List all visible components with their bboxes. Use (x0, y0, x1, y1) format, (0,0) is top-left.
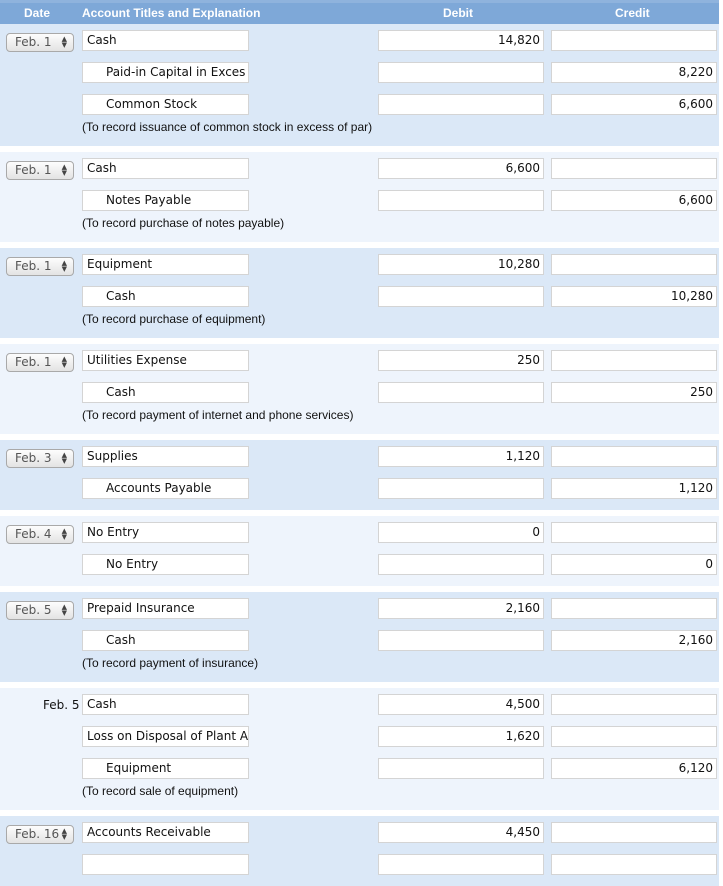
credit-input[interactable]: 2,160 (551, 630, 717, 651)
debit-input[interactable]: 2,160 (378, 598, 544, 619)
account-title-input[interactable]: Cash (82, 382, 249, 403)
debit-input[interactable] (378, 382, 544, 403)
header-date: Date (24, 6, 51, 20)
debit-input[interactable] (378, 286, 544, 307)
credit-input[interactable]: 1,120 (551, 478, 717, 499)
entry-explanation: (To record purchase of equipment) (82, 312, 266, 326)
debit-input[interactable] (378, 478, 544, 499)
date-select[interactable] (6, 33, 74, 52)
account-title-input[interactable]: Equipment (82, 758, 249, 779)
account-title-input[interactable]: Loss on Disposal of Plant A (82, 726, 249, 747)
debit-input[interactable] (378, 554, 544, 575)
debit-input[interactable]: 10,280 (378, 254, 544, 275)
credit-input[interactable] (551, 254, 717, 275)
debit-input[interactable]: 14,820 (378, 30, 544, 51)
credit-input[interactable] (551, 854, 717, 875)
select-arrows-icon: ▲ ▼ (61, 603, 67, 617)
select-arrows-icon: ▲ ▼ (61, 355, 67, 369)
account-title-input[interactable]: Cash (82, 158, 249, 179)
date-select[interactable] (6, 525, 74, 544)
credit-input[interactable]: 8,220 (551, 62, 717, 83)
account-title-input[interactable]: Accounts Receivable (82, 822, 249, 843)
journal-entry (0, 516, 719, 586)
account-title-input[interactable]: Cash (82, 630, 249, 651)
journal-entry (0, 344, 719, 434)
journal-entry (0, 24, 719, 146)
credit-input[interactable]: 6,600 (551, 94, 717, 115)
debit-input[interactable] (378, 94, 544, 115)
entry-explanation: (To record issuance of common stock in excess of par) (82, 120, 373, 134)
date-select[interactable] (6, 161, 74, 180)
debit-input[interactable]: 4,500 (378, 694, 544, 715)
date-select[interactable] (6, 257, 74, 276)
table-header (0, 0, 719, 27)
account-title-input[interactable]: Notes Payable (82, 190, 249, 211)
account-title-input[interactable]: Supplies (82, 446, 249, 467)
select-arrows-icon: ▲ ▼ (61, 35, 67, 49)
debit-input[interactable] (378, 758, 544, 779)
credit-input[interactable]: 0 (551, 554, 717, 575)
journal-entry (0, 440, 719, 510)
journal-entry (0, 688, 719, 810)
account-title-input[interactable]: No Entry (82, 554, 249, 575)
credit-input[interactable] (551, 822, 717, 843)
date-select-value: Feb. 1 (15, 259, 52, 273)
account-title-input[interactable]: Cash (82, 286, 249, 307)
credit-input[interactable]: 250 (551, 382, 717, 403)
account-title-input[interactable] (82, 854, 249, 875)
account-title-input[interactable]: Common Stock (82, 94, 249, 115)
credit-input[interactable]: 6,600 (551, 190, 717, 211)
header-debit: Debit (443, 6, 473, 20)
select-arrows-icon: ▲ ▼ (61, 259, 67, 273)
date-select[interactable] (6, 825, 74, 844)
account-title-input[interactable]: Prepaid Insurance (82, 598, 249, 619)
debit-input[interactable]: 1,620 (378, 726, 544, 747)
select-arrows-icon: ▲ ▼ (61, 527, 67, 541)
entry-explanation: (To record purchase of notes payable) (82, 216, 285, 230)
account-title-input[interactable]: Paid-in Capital in Exces (82, 62, 249, 83)
date-select-value: Feb. 4 (15, 527, 52, 541)
journal-entry (0, 816, 719, 886)
journal-entry (0, 152, 719, 242)
debit-input[interactable]: 1,120 (378, 446, 544, 467)
debit-input[interactable]: 250 (378, 350, 544, 371)
credit-input[interactable] (551, 694, 717, 715)
date-select-value: Feb. 1 (15, 35, 52, 49)
entry-explanation: (To record payment of insurance) (82, 656, 259, 670)
date-select[interactable] (6, 449, 74, 468)
journal-entry (0, 248, 719, 338)
select-arrows-icon: ▲ ▼ (61, 827, 67, 841)
credit-input[interactable] (551, 350, 717, 371)
date-select-value: Feb. 1 (15, 355, 52, 369)
account-title-input[interactable]: Utilities Expense (82, 350, 249, 371)
credit-input[interactable] (551, 30, 717, 51)
date-select-value: Feb. 5 (15, 603, 52, 617)
date-select-value: Feb. 16 (15, 827, 60, 841)
date-label: Feb. 5 (43, 698, 80, 712)
credit-input[interactable] (551, 446, 717, 467)
date-select-value: Feb. 3 (15, 451, 52, 465)
date-select-value: Feb. 1 (15, 163, 52, 177)
credit-input[interactable]: 10,280 (551, 286, 717, 307)
account-title-input[interactable]: Cash (82, 30, 249, 51)
account-title-input[interactable]: Cash (82, 694, 249, 715)
debit-input[interactable] (378, 62, 544, 83)
header-credit: Credit (615, 6, 650, 20)
header-account: Account Titles and Explanation (82, 6, 261, 20)
date-select[interactable] (6, 353, 74, 372)
credit-input[interactable]: 6,120 (551, 758, 717, 779)
debit-input[interactable]: 0 (378, 522, 544, 543)
entry-explanation: (To record sale of equipment) (82, 784, 239, 798)
debit-input[interactable]: 6,600 (378, 158, 544, 179)
debit-input[interactable]: 4,450 (378, 822, 544, 843)
credit-input[interactable] (551, 598, 717, 619)
account-title-input[interactable]: No Entry (82, 522, 249, 543)
credit-input[interactable] (551, 726, 717, 747)
debit-input[interactable] (378, 630, 544, 651)
journal-entry (0, 592, 719, 682)
select-arrows-icon: ▲ ▼ (61, 451, 67, 465)
select-arrows-icon: ▲ ▼ (61, 163, 67, 177)
entry-explanation: (To record payment of internet and phone services) (82, 408, 354, 422)
date-select[interactable] (6, 601, 74, 620)
debit-input[interactable] (378, 190, 544, 211)
account-title-input[interactable]: Equipment (82, 254, 249, 275)
debit-input[interactable] (378, 854, 544, 875)
credit-input[interactable] (551, 158, 717, 179)
credit-input[interactable] (551, 522, 717, 543)
account-title-input[interactable]: Accounts Payable (82, 478, 249, 499)
